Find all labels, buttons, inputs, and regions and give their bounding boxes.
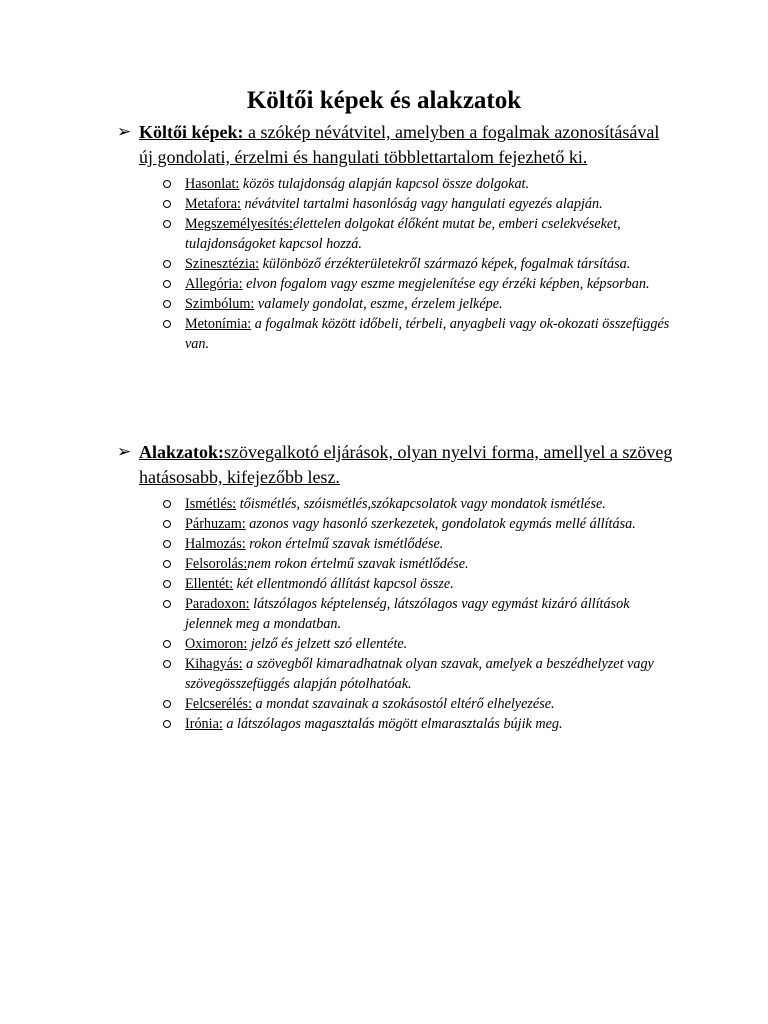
item-term: Szimbólum: [185,296,255,312]
list-item [163,274,677,294]
list-item [163,514,677,534]
list-item [163,594,677,634]
circle-bullet-icon [163,640,171,648]
arrow-bullet-icon: ➢ [117,442,132,462]
circle-bullet-icon [163,260,171,268]
list-item [163,574,677,594]
item-definition: két ellentmondó állítást kapcsol össze. [233,576,454,592]
list-item [163,694,677,714]
item-term: Felsorolás: [185,556,248,572]
item-definition: különböző érzékterületekről származó képek, fogalmak társítása. [259,256,631,272]
section-definition: a szókép névátvitel, amelyben a fogalmak azonosításával új gondolati, érzelmi és hangulati többlettartalom fejezhető ki. [139,122,660,167]
item-definition: jelző és jelzett szó ellentéte. [247,636,408,652]
list-item [163,714,677,734]
circle-bullet-icon [163,600,171,608]
item-definition: tőismétlés, szóismétlés,szókapcsolatok vagy mondatok ismétlése. [236,496,606,512]
section-figures [117,440,677,734]
item-term: Ismétlés: [185,496,237,512]
item-definition: a látszólagos magasztalás mögött elmarasztalás bújik meg. [222,716,563,732]
circle-bullet-icon [163,700,171,708]
page-title: Költői képek és alakzatok [246,87,522,114]
item-definition: elvon fogalom vagy eszme megjelenítése egy érzéki képben, képsorban. [242,276,650,292]
item-term: Párhuzam: [185,516,246,532]
item-definition: azonos vagy hasonló szerkezetek, gondolatok egymás mellé állítása. [245,516,636,532]
circle-bullet-icon [163,180,171,188]
item-definition: névátvitel tartalmi hasonlóság vagy hangulati egyezés alapján. [240,196,603,212]
list-item [163,654,677,694]
item-definition: a fogalmak között időbeli, térbeli, anyagbeli vagy ok-okozati összefüggés van. [185,316,670,352]
item-term: Allegória: [185,276,243,292]
list-item [163,494,677,514]
item-definition: élettelen dolgokat élőként mutat be, emberi cselekvéseket, tulajdonságoket kapcsol hozzá. [185,216,621,252]
section-heading [117,440,677,490]
item-list [117,494,677,734]
item-definition: a szövegből kimaradhatnak olyan szavak, amelyek a beszédhelyzet vagy szövegösszefüggés alapján pótolhatóak. [185,656,654,692]
list-item [163,214,677,254]
list-item [163,534,677,554]
section-poetic-images [117,120,677,354]
list-item [163,294,677,314]
item-term: Metafora: [185,196,241,212]
list-item [163,254,677,274]
circle-bullet-icon [163,320,171,328]
item-term: Oximoron: [185,636,248,652]
arrow-bullet-icon: ➢ [117,122,132,142]
circle-bullet-icon [163,580,171,588]
list-item [163,634,677,654]
circle-bullet-icon [163,660,171,668]
section-heading [117,120,677,170]
item-term: Megszemélyesítés: [185,216,293,232]
circle-bullet-icon [163,560,171,568]
circle-bullet-icon [163,500,171,508]
item-definition: valamely gondolat, eszme, érzelem jelképe. [254,296,503,312]
list-item [163,554,677,574]
item-term: Felcserélés: [185,696,252,712]
item-term: Metonímia: [185,316,252,332]
list-item [163,314,677,354]
item-term: Paradoxon: [185,596,250,612]
item-definition: nem rokon értelmű szavak ismétlődése. [247,556,469,572]
item-definition: a mondat szavainak a szokásostól eltérő elhelyezése. [251,696,555,712]
item-definition: látszólagos képtelenség, látszólagos vagy egymást kizáró állítások jelennek meg a mondatban. [185,596,630,632]
item-term: Kihagyás: [185,656,243,672]
section-term: Alakzatok: [139,442,224,462]
item-list [117,174,677,354]
section-definition: szövegalkotó eljárások, olyan nyelvi forma, amellyel a szöveg hatásosabb, kifejezőbb lesz. [139,442,673,487]
item-term: Szinesztézia: [185,256,260,272]
circle-bullet-icon [163,540,171,548]
circle-bullet-icon [163,280,171,288]
item-term: Irónia: [185,716,223,732]
circle-bullet-icon [163,200,171,208]
item-definition: közös tulajdonság alapján kapcsol össze dolgokat. [239,176,530,192]
circle-bullet-icon [163,720,171,728]
circle-bullet-icon [163,520,171,528]
circle-bullet-icon [163,220,171,228]
item-term: Hasonlat: [185,176,240,192]
circle-bullet-icon [163,300,171,308]
item-definition: rokon értelmű szavak ismétlődése. [245,536,444,552]
item-term: Halmozás: [185,536,246,552]
section-term: Költői képek: [139,122,244,142]
list-item [163,174,677,194]
list-item [163,194,677,214]
item-term: Ellentét: [185,576,234,592]
